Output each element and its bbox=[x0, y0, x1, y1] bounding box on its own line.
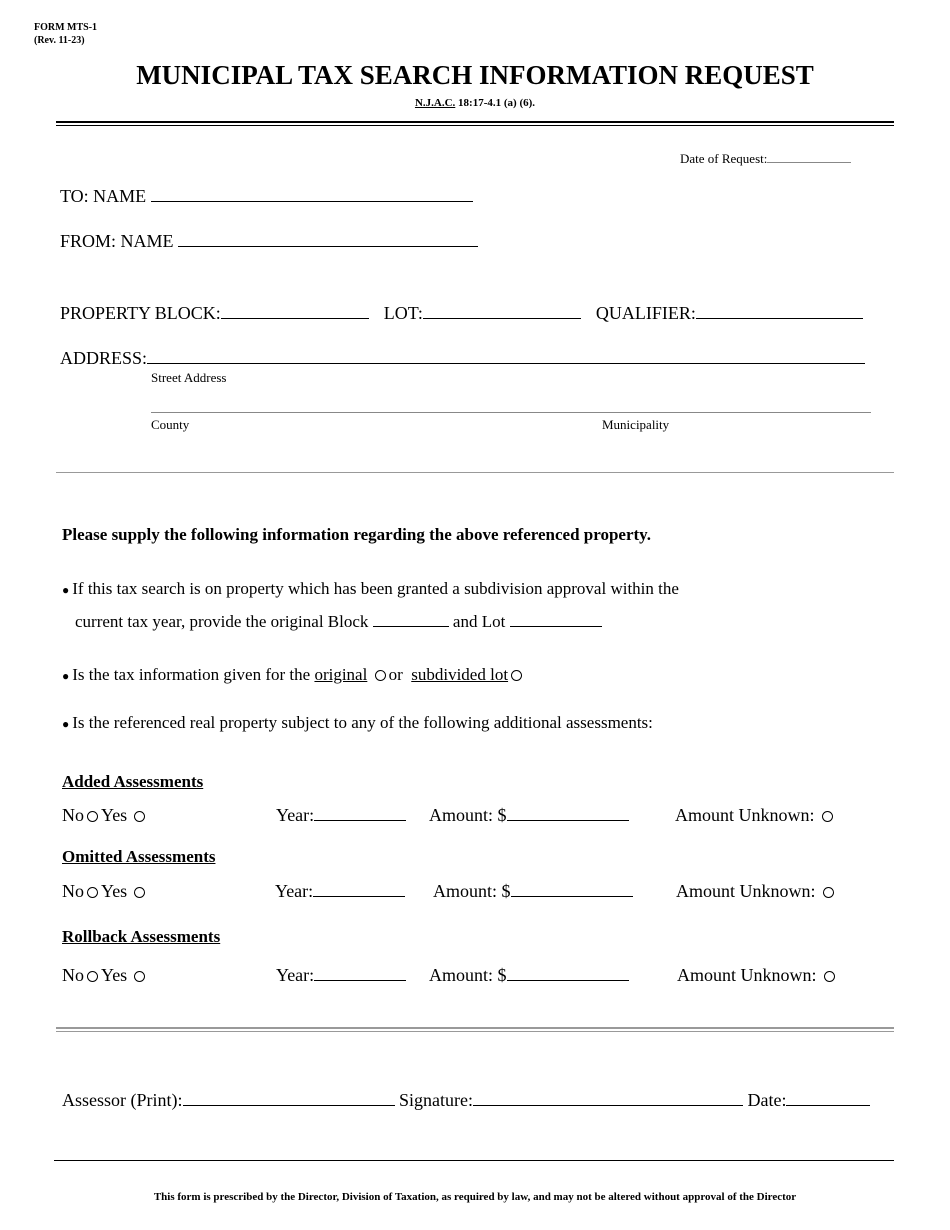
address-label: ADDRESS: bbox=[60, 348, 148, 368]
footer-rule bbox=[54, 1160, 894, 1161]
sign-date-label: Date: bbox=[747, 1090, 787, 1110]
omitted-yes-radio[interactable] bbox=[134, 887, 145, 898]
form-revision: (Rev. 11-23) bbox=[34, 35, 85, 46]
citation-text: 18:17-4.1 (a) (6). bbox=[455, 97, 536, 109]
original-block-label: current tax year, provide the original Block bbox=[75, 612, 369, 631]
rollback-unknown-label: Amount Unknown: bbox=[677, 965, 817, 985]
assessor-print-label: Assessor (Print): bbox=[62, 1090, 183, 1110]
street-address-field[interactable] bbox=[147, 349, 865, 364]
added-assessments-heading: Added Assessments bbox=[62, 772, 204, 791]
rollback-no-radio[interactable] bbox=[87, 971, 98, 982]
from-name-label: FROM: NAME bbox=[60, 231, 174, 251]
subdivision-question-line1: If this tax search is on property which has been granted a subdivision approval within the bbox=[72, 579, 679, 598]
or-text: or bbox=[388, 665, 403, 684]
county-municipality-field[interactable] bbox=[151, 398, 871, 413]
omitted-amount bbox=[433, 881, 633, 902]
signature-row bbox=[62, 1090, 870, 1111]
form-number: FORM MTS-1 bbox=[34, 22, 98, 33]
signature-rule-bottom bbox=[56, 1031, 894, 1032]
header-rule-bottom bbox=[56, 125, 894, 126]
rollback-year-field[interactable] bbox=[314, 966, 406, 981]
lot-field[interactable] bbox=[423, 304, 581, 319]
subdivision-question bbox=[62, 579, 679, 599]
lot-label: LOT: bbox=[383, 303, 423, 323]
added-amount-label: Amount: $ bbox=[429, 805, 507, 825]
signature-label: Signature: bbox=[399, 1090, 473, 1110]
bullet-icon: ● bbox=[62, 717, 70, 731]
omitted-year bbox=[275, 881, 405, 902]
bullet-icon: ● bbox=[62, 669, 70, 683]
county-caption: County bbox=[151, 417, 190, 432]
added-no-radio[interactable] bbox=[87, 811, 98, 822]
original-lot-option-label: original bbox=[314, 665, 368, 684]
date-of-request-field[interactable] bbox=[767, 148, 851, 163]
block-label: PROPERTY BLOCK: bbox=[60, 303, 221, 323]
qualifier-label: QUALIFIER: bbox=[595, 303, 696, 323]
header-rule-top bbox=[56, 121, 894, 123]
added-yes-label: Yes bbox=[101, 805, 128, 825]
from-name-row bbox=[60, 231, 478, 252]
omitted-amount-field[interactable] bbox=[511, 882, 633, 897]
additional-assessments-question-text: Is the referenced real property subject to any of the following additional assessments: bbox=[72, 713, 653, 732]
lot-type-question bbox=[62, 665, 525, 685]
to-name-field[interactable] bbox=[151, 187, 473, 202]
omitted-unknown-label: Amount Unknown: bbox=[676, 881, 816, 901]
omitted-unknown-radio[interactable] bbox=[823, 887, 834, 898]
signature-field[interactable] bbox=[473, 1091, 743, 1106]
original-lot-field[interactable] bbox=[510, 612, 602, 627]
instructions-heading: Please supply the following information regarding the above referenced property. bbox=[62, 525, 651, 544]
rollback-amount-label: Amount: $ bbox=[429, 965, 507, 985]
page-title: MUNICIPAL TAX SEARCH INFORMATION REQUEST bbox=[136, 60, 814, 90]
date-of-request-label: Date of Request: bbox=[680, 151, 768, 166]
subdivided-lot-option-label: subdivided lot bbox=[411, 665, 509, 684]
block-field[interactable] bbox=[221, 304, 369, 319]
omitted-no-radio[interactable] bbox=[87, 887, 98, 898]
to-name-label: TO: NAME bbox=[60, 186, 147, 206]
lot-type-question-text: Is the tax information given for the bbox=[72, 665, 311, 684]
original-lot-label: and Lot bbox=[452, 612, 506, 631]
to-name-row bbox=[60, 186, 473, 207]
municipality-caption: Municipality bbox=[602, 417, 670, 432]
rollback-year-label: Year: bbox=[276, 965, 315, 985]
omitted-no-label: No bbox=[62, 881, 84, 901]
added-unknown bbox=[675, 805, 836, 826]
omitted-no-yes bbox=[62, 881, 148, 902]
omitted-yes-label: Yes bbox=[101, 881, 128, 901]
added-no-label: No bbox=[62, 805, 84, 825]
added-amount-field[interactable] bbox=[507, 806, 629, 821]
subdivided-lot-radio[interactable] bbox=[511, 670, 522, 681]
rollback-yes-radio[interactable] bbox=[134, 971, 145, 982]
omitted-year-field[interactable] bbox=[313, 882, 405, 897]
added-amount bbox=[429, 805, 629, 826]
footer-notice: This form is prescribed by the Director, Division of Taxation, as required by law, and may not be altered without approval of the Director bbox=[153, 1191, 797, 1203]
added-no-yes bbox=[62, 805, 148, 826]
omitted-amount-label: Amount: $ bbox=[433, 881, 511, 901]
subdivision-question-line2 bbox=[75, 612, 602, 632]
omitted-assessments-heading: Omitted Assessments bbox=[62, 847, 216, 866]
rollback-unknown-radio[interactable] bbox=[824, 971, 835, 982]
original-lot-radio[interactable] bbox=[375, 670, 386, 681]
qualifier-field[interactable] bbox=[696, 304, 863, 319]
sign-date-field[interactable] bbox=[786, 1091, 870, 1106]
omitted-unknown bbox=[676, 881, 837, 902]
from-name-field[interactable] bbox=[178, 232, 478, 247]
original-block-field[interactable] bbox=[373, 612, 449, 627]
section-divider bbox=[56, 472, 894, 473]
additional-assessments-question bbox=[62, 713, 653, 733]
added-year-label: Year: bbox=[276, 805, 315, 825]
added-year bbox=[276, 805, 406, 826]
omitted-year-label: Year: bbox=[275, 881, 314, 901]
street-address-caption: Street Address bbox=[151, 370, 227, 385]
regulation-citation bbox=[0, 97, 950, 109]
rollback-no-label: No bbox=[62, 965, 84, 985]
bullet-icon: ● bbox=[62, 583, 70, 597]
rollback-yes-label: Yes bbox=[101, 965, 128, 985]
rollback-unknown bbox=[677, 965, 838, 986]
rollback-no-yes bbox=[62, 965, 148, 986]
assessor-print-field[interactable] bbox=[183, 1091, 395, 1106]
rollback-amount-field[interactable] bbox=[507, 966, 629, 981]
added-unknown-radio[interactable] bbox=[822, 811, 833, 822]
added-year-field[interactable] bbox=[314, 806, 406, 821]
signature-rule-top bbox=[56, 1027, 894, 1029]
rollback-assessments-heading: Rollback Assessments bbox=[62, 927, 221, 946]
date-of-request-row bbox=[680, 148, 851, 167]
address-row bbox=[60, 348, 865, 369]
added-yes-radio[interactable] bbox=[134, 811, 145, 822]
rollback-year bbox=[276, 965, 406, 986]
property-row bbox=[60, 303, 863, 324]
rollback-amount bbox=[429, 965, 629, 986]
added-unknown-label: Amount Unknown: bbox=[675, 805, 815, 825]
citation-link: N.J.A.C. bbox=[414, 97, 456, 109]
